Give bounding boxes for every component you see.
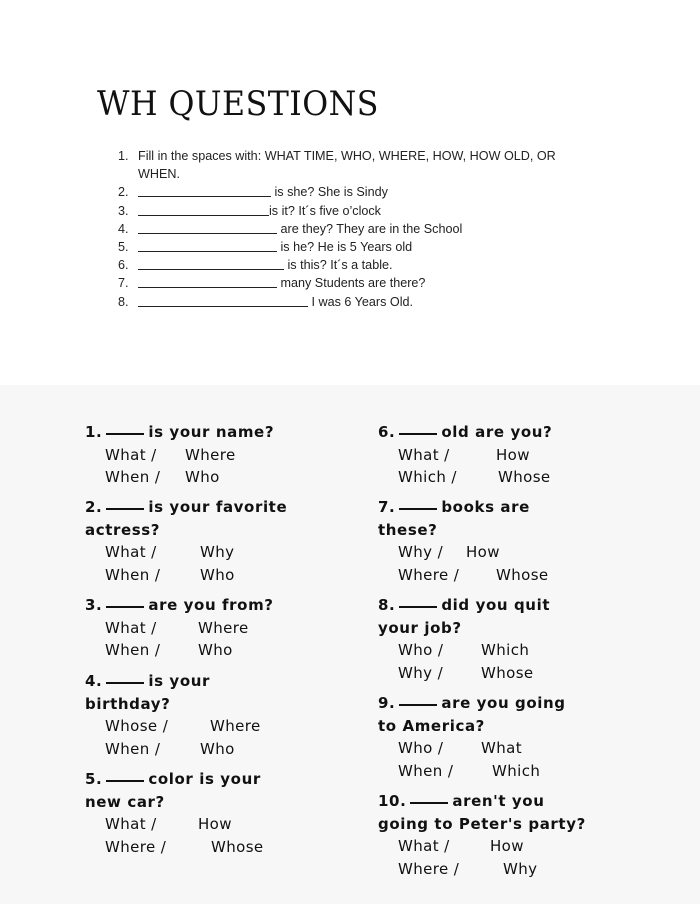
option[interactable]: Why / bbox=[398, 543, 444, 561]
answer-blank[interactable] bbox=[106, 670, 144, 684]
option[interactable]: What / bbox=[105, 618, 157, 637]
option[interactable]: Which bbox=[481, 641, 530, 659]
question-stem-cont: these? bbox=[378, 520, 438, 539]
question-number: 3. bbox=[85, 596, 103, 614]
option[interactable]: Whose bbox=[498, 468, 551, 486]
item-number: 8. bbox=[118, 294, 129, 309]
question-9 bbox=[378, 692, 566, 782]
answer-blank[interactable] bbox=[106, 421, 144, 435]
question-7 bbox=[378, 496, 549, 586]
fill-item bbox=[118, 238, 618, 256]
option[interactable]: Where / bbox=[398, 859, 460, 878]
question-10 bbox=[378, 790, 586, 880]
question-number: 6. bbox=[378, 423, 396, 441]
answer-blank[interactable] bbox=[138, 202, 269, 216]
fill-item bbox=[118, 220, 618, 238]
option[interactable]: When / bbox=[105, 739, 161, 758]
option[interactable]: Where / bbox=[398, 565, 460, 584]
instruction-text: Fill in the spaces with: WHAT TIME, WHO, WHERE, HOW, HOW OLD, OR bbox=[138, 149, 556, 163]
option[interactable]: Whose bbox=[481, 663, 534, 682]
answer-blank[interactable] bbox=[399, 421, 437, 435]
question-stem: old are you? bbox=[441, 423, 553, 441]
option[interactable]: What / bbox=[398, 837, 450, 855]
question-2 bbox=[85, 496, 287, 586]
option[interactable]: Who bbox=[198, 641, 233, 659]
worksheet-part-2 bbox=[0, 385, 700, 904]
question-stem: is your name? bbox=[148, 423, 275, 441]
question-stem: is your bbox=[148, 672, 210, 690]
question-number: 2. bbox=[85, 498, 103, 516]
question-number: 9. bbox=[378, 694, 396, 712]
item-number: 1. bbox=[118, 149, 129, 163]
option[interactable]: When / bbox=[398, 761, 454, 780]
option[interactable]: What bbox=[481, 739, 523, 757]
option[interactable]: Why bbox=[200, 543, 235, 561]
worksheet-part-1 bbox=[0, 0, 700, 385]
option[interactable]: When / bbox=[105, 468, 161, 486]
question-stem-cont: actress? bbox=[85, 520, 161, 539]
answer-blank[interactable] bbox=[106, 768, 144, 782]
instruction-item-cont bbox=[118, 165, 618, 183]
fill-item bbox=[118, 202, 618, 220]
item-number: 6. bbox=[118, 258, 129, 273]
item-number: 4. bbox=[118, 221, 129, 236]
item-text: I was 6 Years Old. bbox=[311, 294, 414, 309]
answer-blank[interactable] bbox=[410, 790, 448, 804]
question-stem-cont: your job? bbox=[378, 618, 462, 637]
fill-in-exercise bbox=[118, 147, 618, 311]
option[interactable]: Why / bbox=[398, 663, 444, 682]
answer-blank[interactable] bbox=[138, 293, 308, 307]
item-text: is it? It´s five o’clock bbox=[269, 203, 381, 218]
instruction-text-cont: WHEN. bbox=[138, 167, 180, 182]
item-number: 7. bbox=[118, 276, 129, 291]
option[interactable]: How bbox=[466, 543, 500, 561]
option[interactable]: Why bbox=[503, 859, 538, 878]
option[interactable]: Who / bbox=[398, 739, 444, 757]
option[interactable]: What / bbox=[105, 445, 157, 464]
option[interactable]: How bbox=[496, 445, 530, 464]
question-number: 7. bbox=[378, 498, 396, 516]
answer-blank[interactable] bbox=[106, 594, 144, 608]
option[interactable]: Where bbox=[185, 445, 236, 464]
fill-item bbox=[118, 183, 618, 201]
option[interactable]: What / bbox=[105, 815, 157, 833]
answer-blank[interactable] bbox=[138, 183, 271, 197]
item-text: many Students are there? bbox=[280, 276, 426, 291]
question-number: 1. bbox=[85, 423, 103, 441]
page-title: WH QUESTIONS bbox=[97, 84, 379, 124]
question-3 bbox=[85, 594, 274, 662]
option[interactable]: Who bbox=[200, 739, 235, 758]
answer-blank[interactable] bbox=[138, 256, 284, 270]
question-stem: books are bbox=[441, 498, 530, 516]
option[interactable]: Whose / bbox=[105, 717, 169, 735]
option[interactable]: Where bbox=[210, 717, 261, 735]
item-text: is he? He is 5 Years old bbox=[280, 239, 413, 254]
question-stem: color is your bbox=[148, 770, 261, 788]
item-number: 2. bbox=[118, 185, 129, 200]
answer-blank[interactable] bbox=[138, 238, 277, 252]
item-text: is she? She is Sindy bbox=[274, 185, 388, 200]
answer-blank[interactable] bbox=[399, 496, 437, 510]
option[interactable]: Which bbox=[492, 761, 541, 780]
option[interactable]: Who / bbox=[398, 641, 444, 659]
question-6 bbox=[378, 421, 552, 489]
fill-item bbox=[118, 274, 618, 292]
question-number: 5. bbox=[85, 770, 103, 788]
option[interactable]: When / bbox=[105, 565, 161, 584]
item-number: 5. bbox=[118, 239, 129, 254]
question-number: 10. bbox=[378, 792, 407, 810]
question-stem: aren't you bbox=[452, 792, 545, 810]
question-stem-cont: new car? bbox=[85, 792, 165, 811]
question-stem-cont: birthday? bbox=[85, 694, 171, 713]
option[interactable]: Whose bbox=[496, 565, 549, 584]
question-1 bbox=[85, 421, 274, 489]
fill-item bbox=[118, 256, 618, 274]
question-number: 4. bbox=[85, 672, 103, 690]
question-4 bbox=[85, 670, 261, 760]
fill-item bbox=[118, 293, 618, 311]
answer-blank[interactable] bbox=[138, 220, 277, 234]
option[interactable]: How bbox=[198, 815, 232, 833]
instruction-item bbox=[118, 147, 618, 165]
option[interactable]: What / bbox=[105, 543, 157, 561]
question-8 bbox=[378, 594, 550, 684]
question-stem: are you from? bbox=[148, 596, 274, 614]
option[interactable]: Where / bbox=[105, 837, 167, 856]
question-5 bbox=[85, 768, 264, 858]
item-text: is this? It´s a table. bbox=[287, 258, 393, 273]
question-stem-cont: going to Peter's party? bbox=[378, 814, 586, 833]
option[interactable]: Who bbox=[200, 565, 235, 584]
item-number: 3. bbox=[118, 203, 129, 218]
answer-blank[interactable] bbox=[106, 496, 144, 510]
option[interactable]: How bbox=[490, 837, 524, 855]
question-stem-cont: to America? bbox=[378, 716, 485, 735]
question-stem: is your favorite bbox=[148, 498, 288, 516]
option[interactable]: Where bbox=[198, 618, 249, 637]
option[interactable]: Which / bbox=[398, 468, 457, 486]
question-stem: did you quit bbox=[441, 596, 551, 614]
option[interactable]: Who bbox=[185, 468, 220, 486]
answer-blank[interactable] bbox=[399, 692, 437, 706]
question-stem: are you going bbox=[441, 694, 566, 712]
item-text: are they? They are in the School bbox=[280, 221, 463, 236]
answer-blank[interactable] bbox=[399, 594, 437, 608]
option[interactable]: Whose bbox=[211, 837, 264, 856]
question-number: 8. bbox=[378, 596, 396, 614]
answer-blank[interactable] bbox=[138, 274, 277, 288]
option[interactable]: When / bbox=[105, 641, 161, 659]
option[interactable]: What / bbox=[398, 445, 450, 464]
